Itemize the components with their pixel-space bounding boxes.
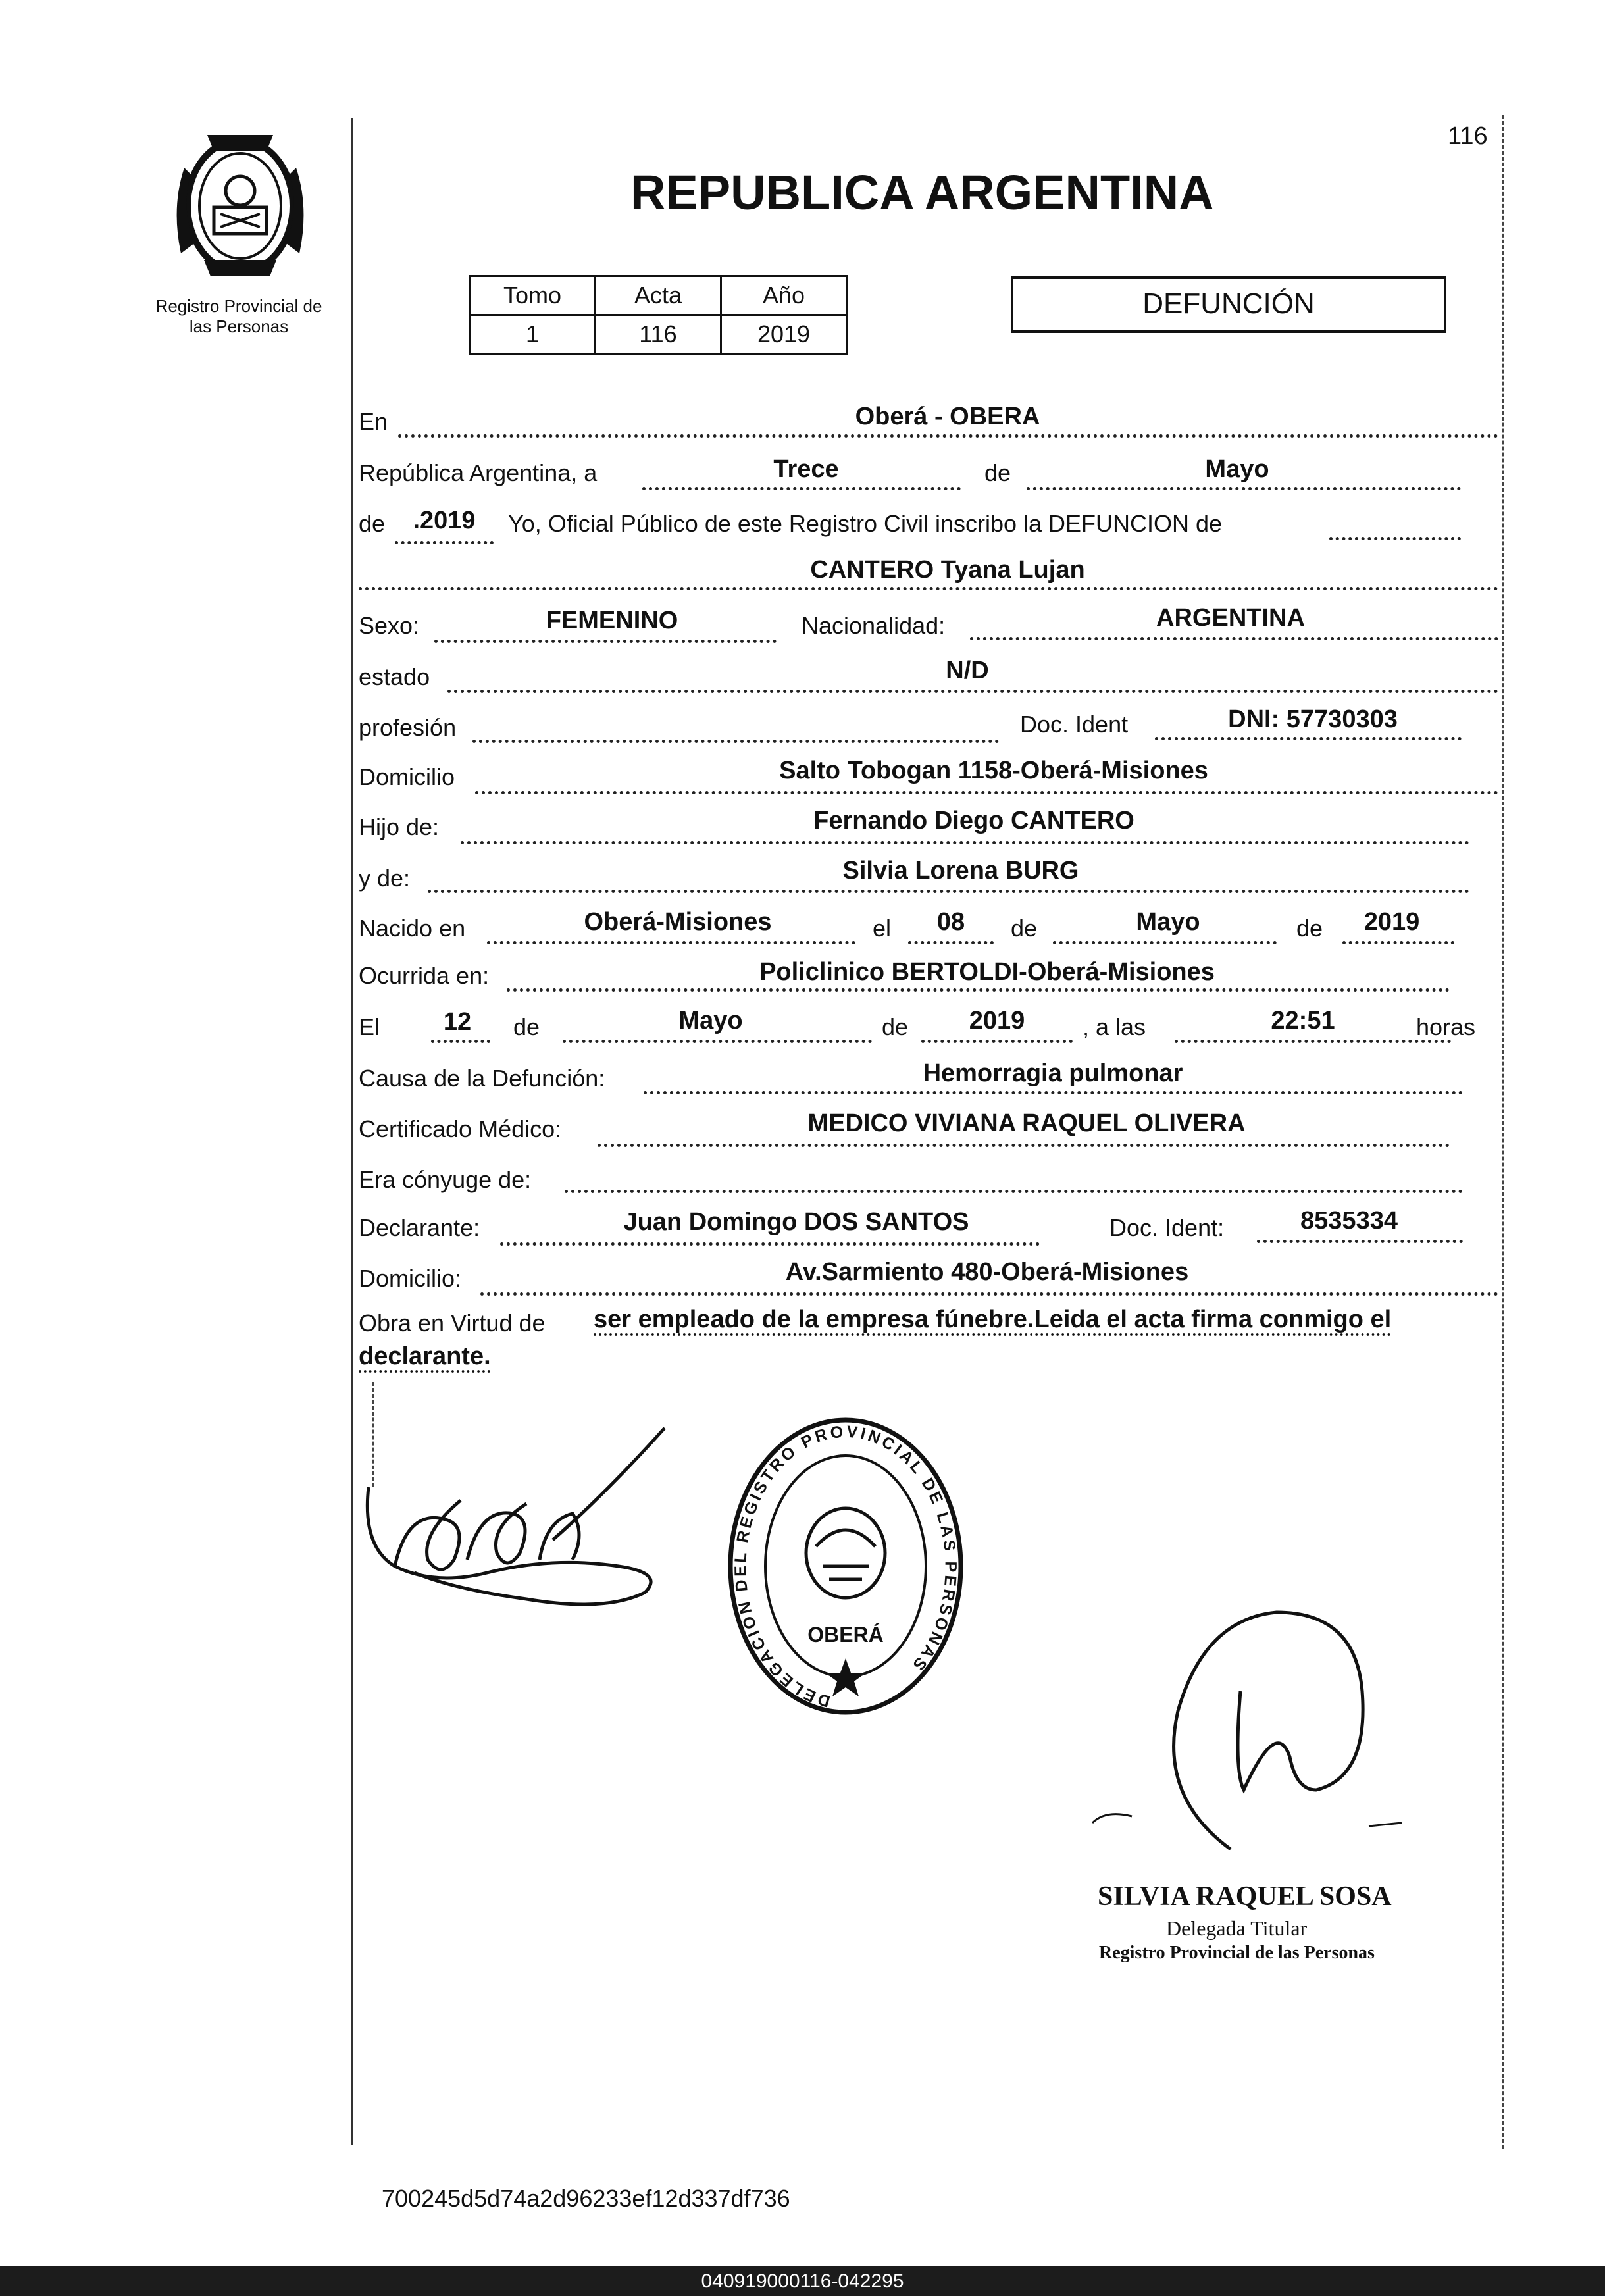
fallecio-dia: 12 — [443, 1008, 472, 1036]
dotted-line — [487, 941, 855, 944]
dotted-line — [395, 541, 494, 544]
dotted-line — [428, 890, 1469, 893]
record-table-value-row — [470, 315, 847, 354]
dotted-line — [431, 1040, 490, 1043]
el-cap-label: El — [359, 1013, 380, 1040]
dotted-line — [447, 690, 1498, 693]
document-hash: 700245d5d74a2d96233ef12d337df736 — [382, 2185, 790, 2212]
profesion-label: profesión — [359, 714, 457, 741]
hijo-de-label: Hijo de: — [359, 813, 440, 840]
dotted-line — [565, 1190, 1463, 1193]
dotted-line — [644, 1091, 1463, 1094]
dotted-line — [472, 740, 999, 743]
de-label: de — [984, 459, 1011, 486]
record-table — [469, 275, 848, 355]
dotted-line — [461, 841, 1469, 844]
registry-name-line2: las Personas — [189, 317, 289, 336]
certificado-label: Certificado Médico: — [359, 1115, 562, 1142]
page-title: REPUBLICA ARGENTINA — [630, 165, 1214, 220]
decl-domicilio-value: Av.Sarmiento 480-Oberá-Misiones — [785, 1258, 1189, 1286]
record-table-cell-acta: 116 — [596, 315, 721, 354]
padre-value: Fernando Diego CANTERO — [813, 807, 1134, 834]
obra-text: ser empleado de la empresa fúnebre.Leida el acta firma conmigo el — [594, 1306, 1392, 1333]
sexo-label: Sexo: — [359, 612, 420, 639]
decl-domicilio-label: Domicilio: — [359, 1265, 462, 1292]
stamp-city: OBERÁ — [807, 1623, 884, 1646]
page-number: 116 — [1448, 122, 1488, 150]
dotted-line — [1053, 941, 1277, 944]
dotted-line — [1257, 1240, 1463, 1243]
dotted-line — [475, 791, 1498, 794]
nacido-dia: 08 — [936, 908, 965, 936]
dotted-line — [1027, 487, 1461, 490]
dotted-line — [398, 434, 1498, 438]
dotted-line — [480, 1292, 1498, 1296]
footer-code: 040919000116-042295 — [0, 2266, 1605, 2296]
de-label: de — [359, 510, 386, 537]
intro-text: Yo, Oficial Público de este Registro Civil inscribo la DEFUNCION de — [508, 510, 1223, 537]
dotted-line — [500, 1242, 1040, 1246]
madre-value: Silvia Lorena BURG — [842, 857, 1079, 884]
right-margin-rule — [1502, 115, 1504, 2149]
record-table-header: Acta — [596, 276, 721, 315]
en-label: En — [359, 408, 388, 435]
ocurrida-label: Ocurrida en: — [359, 962, 490, 989]
republica-label: República Argentina, a — [359, 459, 598, 486]
left-margin-rule — [351, 118, 353, 2145]
hora-value: 22:51 — [1271, 1007, 1335, 1034]
dotted-line — [434, 640, 777, 643]
dotted-line — [1175, 1040, 1451, 1043]
dotted-line — [507, 988, 1450, 992]
official-institution: Registro Provincial de las Personas — [1099, 1943, 1375, 1963]
nacido-mes: Mayo — [1136, 908, 1200, 936]
nacionalidad-value: ARGENTINA — [1156, 604, 1305, 632]
doc-ident-label: Doc. Ident — [1020, 711, 1129, 738]
conyuge-label: Era cónyuge de: — [359, 1166, 532, 1193]
declarant-signature — [355, 1415, 684, 1606]
star-icon — [825, 1658, 866, 1696]
record-table-header: Año — [721, 276, 847, 315]
certificado-value: MEDICO VIVIANA RAQUEL OLIVERA — [807, 1110, 1246, 1137]
dotted-line — [970, 637, 1498, 640]
estado-label: estado — [359, 663, 430, 690]
causa-label: Causa de la Defunción: — [359, 1065, 605, 1092]
decl-doc-value: 8535334 — [1300, 1207, 1398, 1235]
record-table-header-row — [470, 276, 847, 315]
declarante-value: Juan Domingo DOS SANTOS — [623, 1208, 969, 1236]
official-signature — [1079, 1579, 1448, 1869]
official-name: SILVIA RAQUEL SOSA — [1098, 1881, 1392, 1912]
el-label: el — [873, 915, 892, 942]
dotted-line — [921, 1040, 1073, 1043]
dotted-line — [1329, 537, 1461, 540]
de-label: de — [1296, 915, 1323, 942]
de-label: de — [882, 1013, 909, 1040]
estado-value: N/D — [946, 657, 989, 684]
doc-ident-value: DNI: 57730303 — [1228, 705, 1398, 733]
domicilio-label: Domicilio — [359, 763, 455, 790]
month: Mayo — [1205, 455, 1269, 483]
de-label: de — [1011, 915, 1038, 942]
a-las-label: , a las — [1083, 1013, 1146, 1040]
sexo-value: FEMENINO — [546, 607, 678, 634]
y-de-label: y de: — [359, 865, 411, 892]
nacido-en-label: Nacido en — [359, 915, 466, 942]
record-table-cell-tomo: 1 — [470, 315, 596, 354]
horas-label: horas — [1416, 1013, 1476, 1040]
dotted-line — [1342, 941, 1454, 944]
declarante-label: Declarante: — [359, 1214, 480, 1241]
nacido-lugar: Oberá-Misiones — [584, 908, 772, 936]
dotted-line — [1155, 737, 1462, 740]
registry-name-line1: Registro Provincial de — [155, 296, 322, 316]
dotted-line — [563, 1040, 872, 1043]
ocurrida-lugar: Policlinico BERTOLDI-Oberá-Misiones — [759, 958, 1215, 986]
record-table-cell-anio: 2019 — [721, 315, 847, 354]
de-label: de — [513, 1013, 540, 1040]
decl-doc-label: Doc. Ident: — [1109, 1214, 1225, 1241]
dotted-line — [598, 1144, 1450, 1147]
deceased-name: CANTERO Tyana Lujan — [810, 556, 1085, 584]
day-word: Trece — [773, 455, 839, 483]
registry-name — [137, 296, 341, 337]
obra-label: Obra en Virtud de — [359, 1310, 546, 1337]
year: .2019 — [413, 507, 476, 534]
en-value: Oberá - OBERA — [855, 403, 1040, 430]
fallecio-mes: Mayo — [678, 1007, 743, 1034]
record-table-header: Tomo — [470, 276, 596, 315]
nacionalidad-label: Nacionalidad: — [802, 612, 946, 639]
provincial-seal-icon — [168, 128, 313, 280]
causa-value: Hemorragia pulmonar — [923, 1059, 1183, 1087]
delegation-stamp — [724, 1415, 967, 1718]
nacido-anio: 2019 — [1363, 908, 1420, 936]
dotted-line — [908, 941, 994, 944]
stamp-ring-text: DELEGACION DEL REGISTRO PROVINCIAL DE LAS PERSONAS — [731, 1422, 960, 1711]
obra-text-continued: declarante. — [359, 1342, 491, 1370]
fallecio-anio: 2019 — [969, 1007, 1025, 1034]
official-title: Delegada Titular — [1166, 1916, 1308, 1940]
dotted-line — [359, 587, 1498, 590]
domicilio-value: Salto Tobogan 1158-Oberá-Misiones — [779, 757, 1208, 784]
record-type-box: DEFUNCIÓN — [1011, 276, 1446, 333]
dotted-line — [642, 487, 961, 490]
